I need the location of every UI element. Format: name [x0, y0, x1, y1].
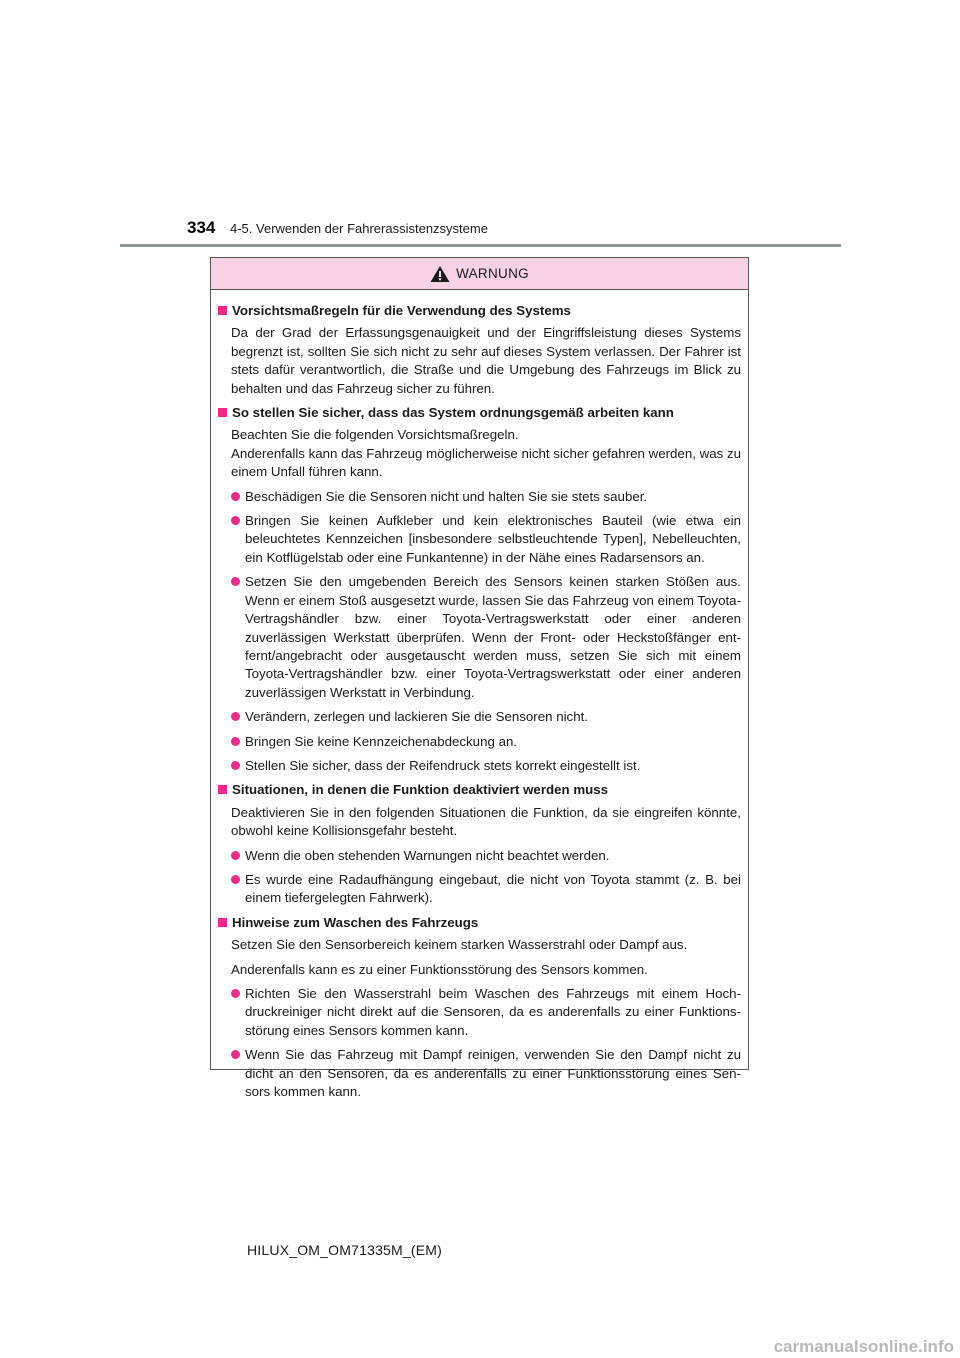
page-number: 334	[187, 218, 216, 237]
section-paragraph: Da der Grad der Erfassungsgenauigkeit und der Eingriffsleistung dieses Systems begrenzt ist, sollten Sie sich nicht zu sehr auf dieses System verlassen. Der Fahrer ist stets dafür verantwortlich, die Straße und die Umgebung des Fahrzeugs im Blick zu behalten und das Fahrzeug sicher zu führen.	[231, 325, 741, 396]
warning-body	[211, 290, 748, 1101]
list-item	[231, 985, 741, 1040]
list-item	[231, 488, 741, 506]
bullet-list	[231, 985, 741, 1101]
square-bullet-icon	[218, 918, 227, 927]
list-item	[231, 573, 741, 702]
circle-bullet-icon	[231, 737, 240, 746]
circle-bullet-icon	[231, 492, 240, 501]
bullet-list	[231, 847, 741, 908]
list-item-text: Wenn Sie das Fahrzeug mit Dampf reinigen, verwenden Sie den Dampf nicht zu dicht an den Sensoren, da es anderenfalls zu einer Funktionsstörung eines Sen-sors kommen kann.	[245, 1047, 741, 1100]
circle-bullet-icon	[231, 875, 240, 884]
circle-bullet-icon	[231, 761, 240, 770]
bullet-list	[231, 488, 741, 776]
list-item	[231, 1046, 741, 1101]
list-item-text: Wenn die oben stehenden Warnungen nicht beachtet werden.	[245, 847, 610, 863]
warning-box	[210, 257, 749, 1100]
section-paragraph: Anderenfalls kann es zu einer Funktionsstörung des Sensors kommen.	[231, 961, 648, 977]
warning-triangle-icon	[430, 265, 450, 283]
list-item	[231, 847, 741, 865]
circle-bullet-icon	[231, 1050, 240, 1059]
list-item-text: Bringen Sie keine Kennzeichenabdeckung an.	[245, 733, 518, 749]
warning-header	[211, 258, 748, 290]
section-heading	[218, 302, 741, 320]
warning-section	[218, 914, 741, 1102]
list-item	[231, 871, 741, 908]
warning-section	[218, 404, 741, 775]
section-heading	[218, 404, 741, 422]
section-heading-text: So stellen Sie sicher, dass das System ordnungsgemäß arbeiten kann	[232, 405, 674, 421]
list-item	[231, 512, 741, 567]
section-heading	[218, 781, 741, 799]
circle-bullet-icon	[231, 989, 240, 998]
circle-bullet-icon	[231, 851, 240, 860]
section-heading-text: Situationen, in denen die Funktion deaktiviert werden muss	[232, 782, 609, 798]
list-item-text: Richten Sie den Wasserstrahl beim Waschen des Fahrzeugs mit einem Hoch-druckreiniger nicht direkt auf die Sensoren, da es anderenfalls zu einer Funktions-störung eines Sensors kommen kann.	[245, 986, 741, 1038]
circle-bullet-icon	[231, 516, 240, 525]
list-item-text: Es wurde eine Radaufhängung eingebaut, die nicht von Toyota stammt (z. B. bei einem tiefergelegten Fahrwerk).	[245, 871, 741, 906]
section-heading-text: Vorsichtsmaßregeln für die Verwendung des Systems	[232, 303, 571, 318]
warning-title: WARNUNG	[456, 266, 529, 281]
section-heading-text: Hinweise zum Waschen des Fahrzeugs	[232, 914, 479, 930]
section-paragraph: Setzen Sie den Sensorbereich keinem starken Wasserstrahl oder Dampf aus.	[231, 937, 688, 953]
warning-section	[218, 302, 741, 398]
footer-code: HILUX_OM_OM71335M_(EM)	[247, 1242, 443, 1258]
list-item-text: Setzen Sie den umgebenden Bereich des Sensors keinen starken Stößen aus. Wenn er einem Stoß ausgesetzt wurde, lassen Sie das Fahrzeug von einem Toyota-Vertragshändler bzw. einer Toyota-Vertragswerkstatt oder einer anderen zuverlässigen Werkstatt überprüfen. Wenn der Front- oder Heckstoßfänger ent-fernt/angebracht oder ausgetauscht werden muss, setzen Sie sich mit einem Toyota-Vertragshändler bzw. einer Toyota-Vertragswerkstatt oder einer anderen zuverlässigen Werkstatt in Verbindung.	[245, 574, 741, 700]
square-bullet-icon	[218, 408, 227, 417]
square-bullet-icon	[218, 306, 227, 315]
square-bullet-icon	[218, 785, 227, 794]
list-item	[231, 757, 741, 775]
list-item-text: Verändern, zerlegen und lackieren Sie die Sensoren nicht.	[245, 709, 588, 725]
section-paragraph: Deaktivieren Sie in den folgenden Situationen die Funktion, da sie eingreifen könnte, obwohl keine Kollisionsgefahr besteht.	[231, 804, 741, 839]
circle-bullet-icon	[231, 577, 240, 586]
section-paragraph: Beachten Sie die folgenden Vorsichtsmaßregeln. Anderenfalls kann das Fahrzeug möglicherweise nicht sicher gefahren werden, was zu einem Unfall führen kann.	[231, 427, 741, 480]
list-item	[231, 733, 741, 751]
warning-section	[218, 781, 741, 907]
list-item	[231, 708, 741, 726]
section-heading	[218, 914, 741, 932]
list-item-text: Beschädigen Sie die Sensoren nicht und halten Sie sie stets sauber.	[245, 488, 648, 504]
watermark: carmanualsonline.info	[773, 1337, 954, 1356]
header-rule	[120, 244, 841, 247]
circle-bullet-icon	[231, 712, 240, 721]
list-item-text: Stellen Sie sicher, dass der Reifendruck stets korrekt eingestellt ist.	[245, 757, 641, 773]
list-item-text: Bringen Sie keinen Aufkleber und kein elektronisches Bauteil (wie etwa ein beleuchtetes Kennzeichen [insbesondere selbstleuchtende Typen], Nebelleuchten, ein Kotflügelstab oder eine Funkantenne) in der Nähe eines Radarsensors an.	[245, 513, 741, 565]
section-title: 4-5. Verwenden der Fahrerassistenzsysteme	[230, 221, 488, 236]
